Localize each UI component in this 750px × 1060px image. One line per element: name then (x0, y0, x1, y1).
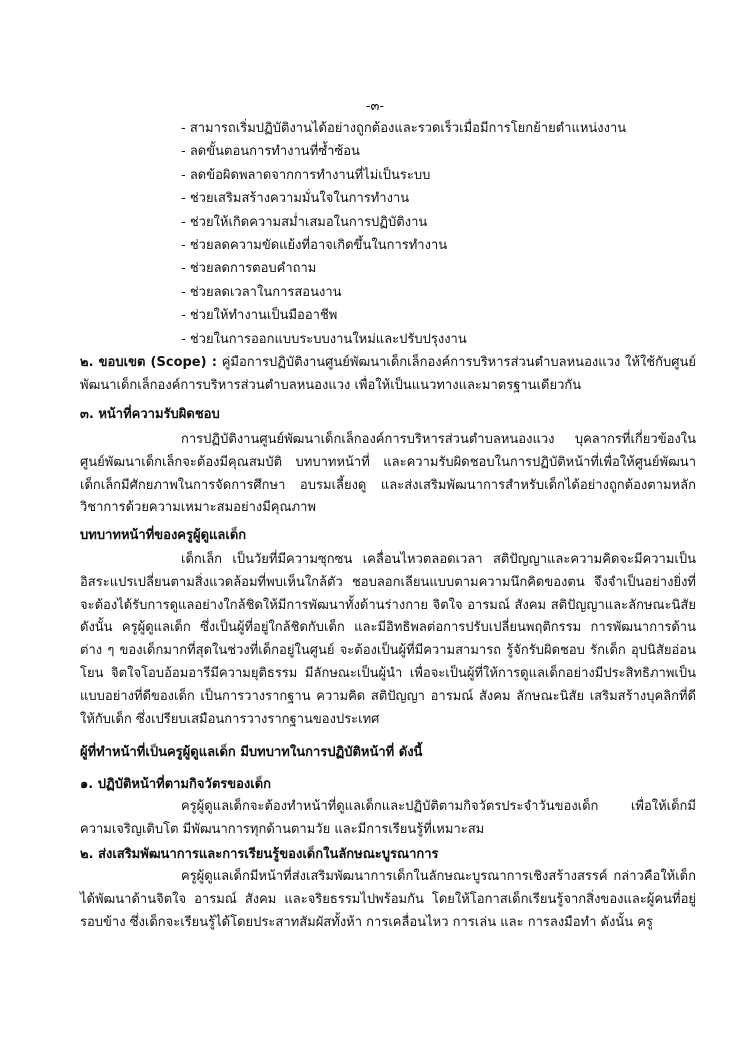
caregiver-role-heading: บทบาทหน้าที่ของครูผู้ดูแลเด็ก (80, 528, 247, 543)
list-item: - สามารถเริ่มปฏิบัติงานได้อย่างถูกต้องและรวดเร็วเมื่อมีการโยกย้ายตำแหน่งงาน (181, 121, 627, 136)
duty-1-section (80, 774, 696, 842)
scope-text: คู่มือการปฏิบัติงานศูนย์พัฒนาเด็กเล็กองค์การบริหารส่วนตำบลหนองแวง ให้ใช้กับศูนย์พัฒนาเด็กเล็กองค์การบริหารส่วนตำบลหนองแวง เพื่อให้เป็นแนวทางและมาตรฐานเดียวกัน (80, 355, 696, 393)
caregiver-duties-section (80, 742, 696, 764)
scope-section (80, 352, 696, 398)
responsibility-section (80, 404, 696, 520)
list-item: - ช่วยให้ทำงานเป็นมืออาชีพ (181, 308, 338, 324)
list-item: - ช่วยลดเวลาในการสอนงาน (181, 284, 342, 300)
list-item: - ช่วยลดการตอบคำถาม (181, 261, 317, 277)
duty-2-heading: ๒. ส่งเสริมพัฒนาการและการเรียนรู้ของเด็กในลักษณะบูรณาการ (80, 847, 439, 862)
list-item: - ช่วยในการออกแบบระบบงานใหม่และปรับปรุงงาน (181, 331, 467, 347)
scope-heading: ๒. ขอบเขต (Scope) : (80, 355, 217, 370)
duty-2-section (80, 844, 696, 934)
duty-1-paragraph: ครูผู้ดูแลเด็กจะต้องทำหน้าที่ดูแลเด็กและปฏิบัติตามกิจวัตรประจำวันของเด็ก เพื่อให้เด็กมีความเจริญเติบโต มีพัฒนาการทุกด้านตามวัย และมีการเรียนรู้ที่เหมาะสม (80, 799, 696, 837)
list-item: - ช่วยให้เกิดความสม่ำเสมอในการปฏิบัติงาน (181, 214, 428, 230)
duty-1-heading: ๑. ปฏิบัติหน้าที่ตามกิจวัตรของเด็ก (80, 777, 272, 792)
benefit-list (181, 117, 701, 351)
duty-2-paragraph: ครูผู้ดูแลเด็กมีหน้าที่ส่งเสริมพัฒนาการเด็กในลักษณะบูรณาการเชิงสร้างสรรค์ กล่าวคือให้เด็กได้พัฒนาด้านจิตใจ อารมณ์ สังคม และจริยธรรมไปพร้อมกัน โดยให้โอกาสเด็กเรียนรู้จากสิ่งของและผู้คนที่อยู่รอบข้าง ซึ่งเด็กจะเรียนรู้ได้โดยประสาทสัมผัสทั้งห้า การเคลื่อนไหว การเล่น และ การลงมือทำ ดังนั้น ครู (80, 869, 696, 930)
scope-paragraph (80, 352, 696, 398)
caregiver-role-section (80, 525, 696, 731)
list-item: - ลดข้อผิดพลาดจากการทำงานที่ไม่เป็นระบบ (181, 167, 431, 183)
page-number: -๓- (365, 99, 385, 114)
list-item: - ช่วยลดความขัดแย้งที่อาจเกิดขึ้นในการทำงาน (181, 238, 448, 254)
list-item: - ช่วยเสริมสร้างความมั่นใจในการทำงาน (181, 191, 410, 207)
caregiver-duties-heading: ผู้ที่ทำหน้าที่เป็นครูผู้ดูแลเด็ก มีบทบาทในการปฏิบัติหน้าที่ ดังนี้ (80, 745, 423, 760)
responsibility-paragraph: การปฏิบัติงานศูนย์พัฒนาเด็กเล็กองค์การบริหารส่วนตำบลหนองแวง บุคลากรที่เกี่ยวข้องในศูนย์พัฒนาเด็กเล็กจะต้องมีคุณสมบัติ บทบาทหน้าที่ และความรับผิดชอบในการปฏิบัติหน้าที่เพื่อให้ศูนย์พัฒนาเด็กเล็กมีศักยภาพในการจัดการศึกษา อบรมเลี้ยงดู และส่งเสริมพัฒนาการสำหรับเด็กได้อย่างถูกต้องตามหลักวิชาการด้วยความเหมาะสมอย่างมีคุณภาพ (80, 432, 696, 516)
list-item: - ลดขั้นตอนการทำงานที่ซ้ำซ้อน (181, 144, 360, 160)
responsibility-heading: ๓. หน้าที่ความรับผิดชอบ (80, 407, 220, 422)
caregiver-role-paragraph: เด็กเล็ก เป็นวัยที่มีความซุกซน เคลื่อนไหวตลอดเวลา สติปัญญาและความคิดจะมีความเป็นอิสระแปรเปลี่ยนตามสิ่งแวดล้อมที่พบเห็นใกล้ตัว ชอบลอกเลียนแบบตามความนึกคิดของตน จึงจำเป็นอย่างยิ่งที่จะต้องได้รับการดูแลอย่างใกล้ชิดให้มีการพัฒนาทั้งด้านร่างกาย จิตใจ อารมณ์ สังคม สติปัญญาและลักษณะนิสัย ดังนั้น ครูผู้ดูแลเด็ก ซึ่งเป็นผู้ที่อยู่ใกล้ชิดกับเด็ก และมีอิทธิพลต่อการปรับเปลี่ยนพฤติกรรม การพัฒนาการด้านต่าง ๆ ของเด็กมากที่สุดในช่วงที่เด็กอยู่ในศูนย์ จะต้องเป็นผู้ที่มีความสามารถ รู้จักรับผิดชอบ รักเด็ก อุปนิสัยอ่อนโยน จิตใจโอบอ้อมอารีมีความยุติธรรม มีลักษณะเป็นผู้นำ เพื่อจะเป็นผู้ที่ให้การดูแลเด็กอย่างมีประสิทธิภาพเป็นแบบอย่างที่ดีของเด็ก เป็นการวางรากฐาน ความคิด สติปัญญา อารมณ์ สังคม ลักษณะนิสัย เสริมสร้างบุคลิกที่ดีให้กับเด็ก ซึ่งเปรียบเสมือนการวางรากฐานของประเทศ (80, 552, 696, 727)
